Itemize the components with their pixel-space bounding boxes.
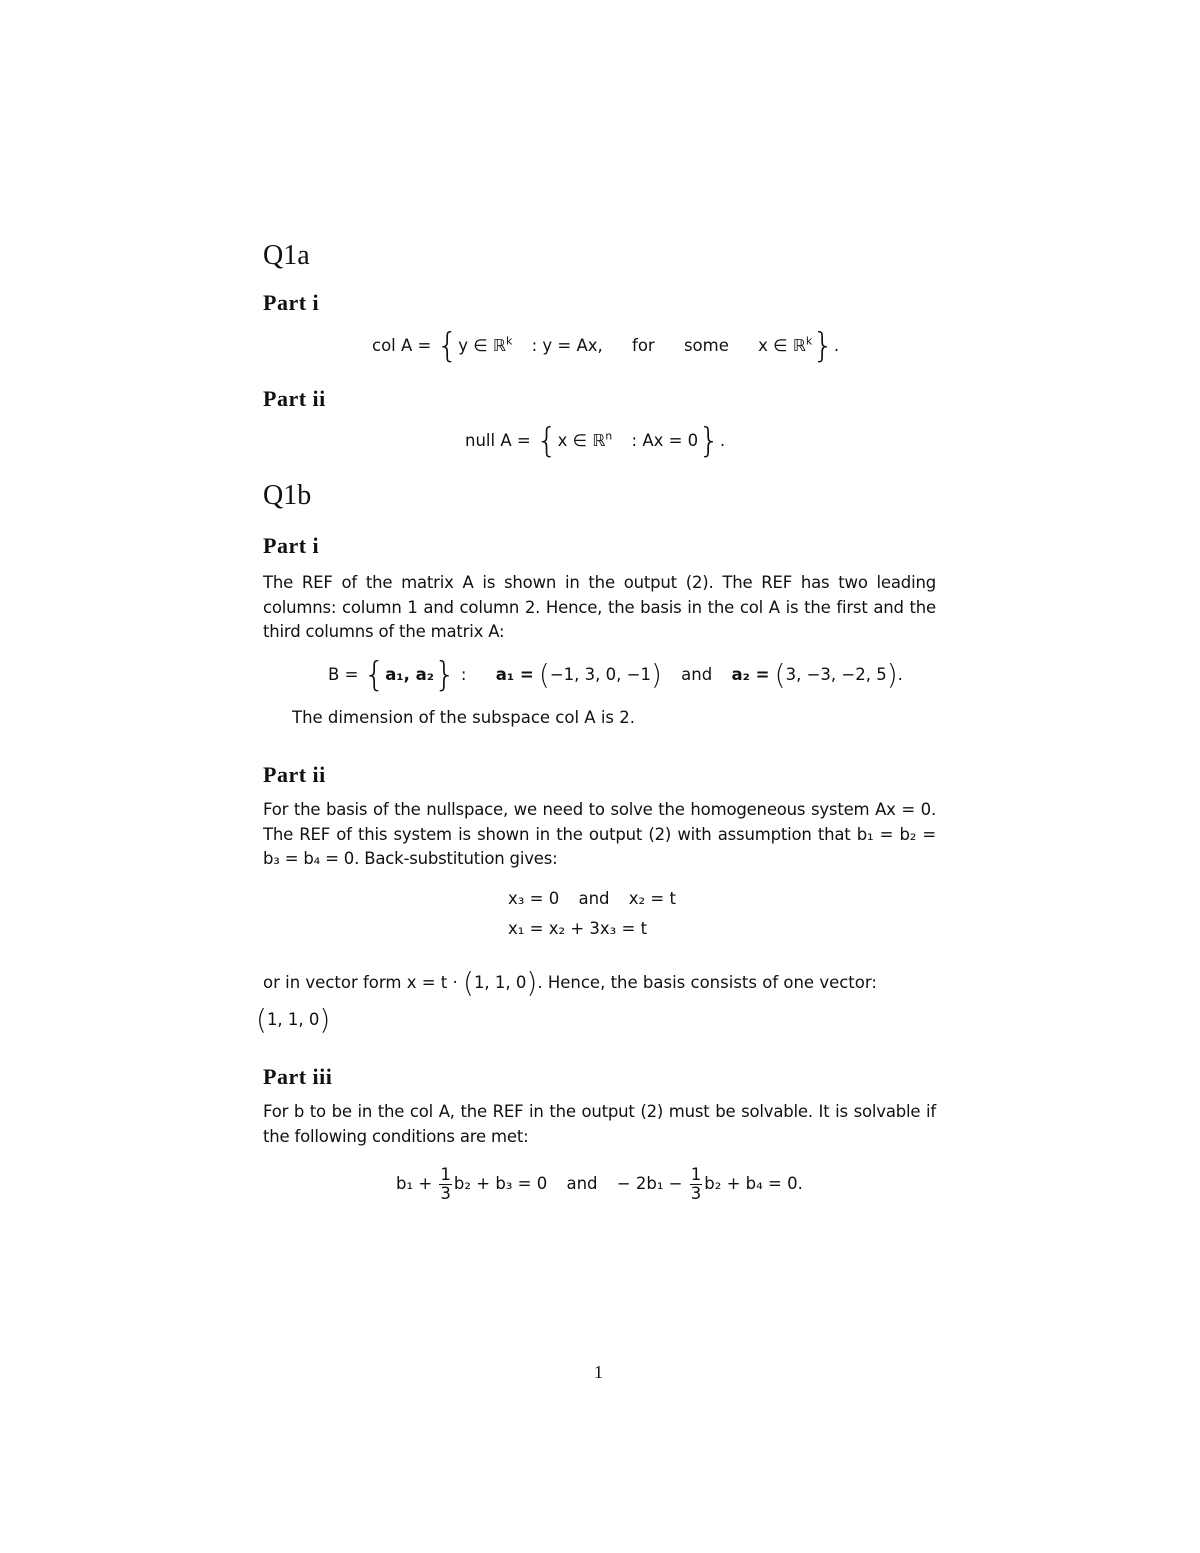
basis-vector — [256, 1003, 330, 1036]
heading-q1a-part-ii: Part ii — [263, 386, 326, 411]
frac-den: 3 — [440, 1184, 451, 1203]
eq1-and: and — [578, 889, 610, 908]
col-a-set-sup: k — [505, 334, 513, 348]
col-a-lhs: col A = — [372, 336, 432, 355]
fraction-one-third-2 — [690, 1166, 703, 1203]
null-a-set-sup: n — [605, 429, 613, 443]
col-a-some: some — [683, 336, 729, 355]
vector-value: 1, 1, 0 — [473, 973, 527, 992]
heading-q1b: Q1b — [263, 480, 312, 511]
cond2-a: − 2b₁ − — [616, 1174, 683, 1193]
left-brace: { — [363, 655, 386, 695]
heading-q1b-part-iii: Part iii — [263, 1064, 333, 1089]
vector-form-line — [263, 966, 936, 999]
col-a-for: for — [632, 336, 655, 355]
null-a-lhs: null A = — [465, 431, 531, 450]
equation-conditions — [396, 1166, 803, 1203]
right-brace: } — [812, 326, 834, 366]
cond2-b: b₂ + b₄ = 0. — [704, 1174, 803, 1193]
cond1-b: b₂ + b₃ = 0 — [453, 1174, 548, 1193]
null-a-condition: : Ax = 0 — [631, 431, 699, 450]
right-brace: } — [434, 655, 456, 695]
page-number: 1 — [594, 1362, 603, 1382]
col-a-x-in: x ∈ ℝ — [758, 336, 806, 355]
frac-num-2: 1 — [690, 1165, 702, 1184]
eq1-right: x₂ = t — [628, 889, 676, 908]
basis-set: a₁, a₂ — [385, 665, 435, 684]
cond-and: and — [566, 1174, 598, 1193]
paragraph-part-ii: For the basis of the nullspace, we need to solve the homogeneous system Ax = 0. The REF of this system is shown in the output (2) with assumption that b₁ = b₂ = b₃ = b₄ = 0. Back-substitution gives: — [263, 800, 936, 868]
col-a-condition: : y = Ax, — [531, 336, 603, 355]
basis-lhs: B = — [328, 665, 359, 684]
cond1-a: b₁ + — [396, 1174, 433, 1193]
left-brace: { — [535, 421, 558, 461]
left-brace: { — [436, 326, 459, 366]
vector-form-suffix: . Hence, the basis consists of one vector: — [537, 973, 877, 992]
eq1-left: x₃ = 0 — [508, 889, 560, 908]
col-a-set-var: y ∈ ℝ — [458, 336, 506, 355]
right-paren: ) — [650, 658, 662, 691]
vector-form-prefix: or in vector form x = t · — [263, 973, 458, 992]
equation-col-a — [372, 326, 839, 366]
right-paren: ) — [886, 658, 898, 691]
equation-null-a — [465, 421, 725, 461]
and-word: and — [681, 665, 713, 684]
left-paren: ( — [463, 966, 474, 999]
frac-num: 1 — [440, 1165, 451, 1184]
right-brace: } — [698, 421, 720, 461]
equation-back-sub-2: x₁ = x₂ + 3x₃ = t — [508, 919, 648, 938]
heading-q1a: Q1a — [263, 240, 310, 271]
left-paren: ( — [774, 658, 786, 691]
basis-vector-value: 1, 1, 0 — [266, 1010, 320, 1029]
equation-basis-b — [328, 655, 903, 695]
basis-end: . — [897, 665, 903, 684]
equation-back-sub-1 — [508, 889, 676, 908]
paragraph-part-i: The REF of the matrix A is shown in the output (2). The REF has two leading columns: column 1 and column 2. Hence, the basis in the col A is the first and the third columns of the matrix A: — [263, 573, 936, 641]
col-a-end: . — [833, 336, 840, 355]
a1-value: −1, 3, 0, −1 — [549, 665, 651, 684]
basis-colon: : — [460, 665, 467, 684]
heading-q1b-part-ii: Part ii — [263, 762, 326, 787]
frac-den-2: 3 — [690, 1184, 702, 1203]
a2-value: 3, −3, −2, 5 — [785, 665, 887, 684]
left-paren: ( — [538, 658, 550, 691]
heading-q1a-part-i: Part i — [263, 290, 320, 315]
dimension-sentence: The dimension of the subspace col A is 2. — [292, 708, 635, 727]
right-paren: ) — [526, 966, 538, 999]
null-a-end: . — [719, 431, 726, 450]
fraction-one-third — [439, 1166, 452, 1203]
col-a-x-sup: k — [805, 334, 813, 348]
heading-q1b-part-i: Part i — [263, 533, 320, 558]
a1-label: a₁ = — [495, 665, 534, 684]
a2-label: a₂ = — [731, 665, 770, 684]
null-a-set-var: x ∈ ℝ — [557, 431, 606, 450]
right-paren: ) — [319, 1003, 331, 1036]
paragraph-part-iii: For b to be in the col A, the REF in the output (2) must be solvable. It is solvable if the following conditions are met: — [263, 1102, 936, 1146]
left-paren: ( — [256, 1003, 267, 1036]
